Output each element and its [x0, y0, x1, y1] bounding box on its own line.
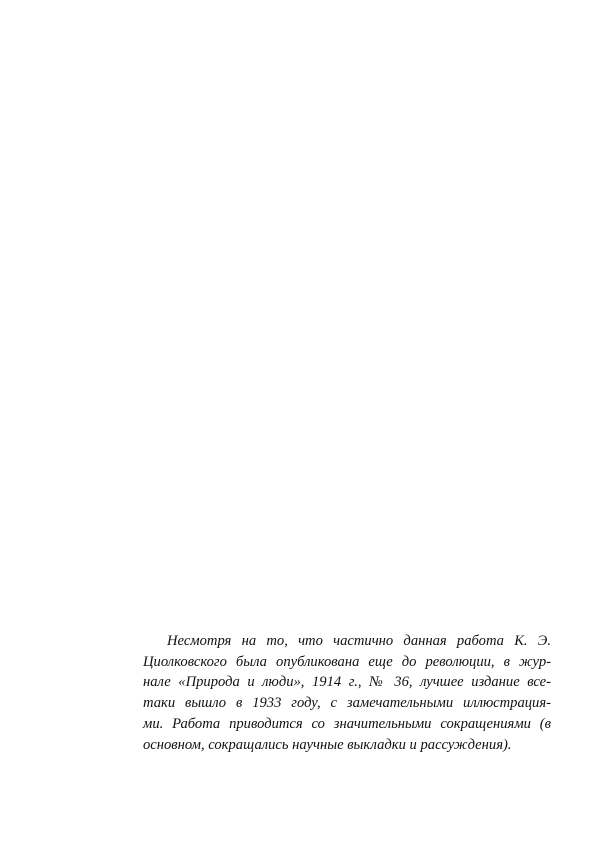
note-line-4: таки вышло в 1933 году, с замечательными иллюстрация- — [143, 695, 551, 712]
note-line-3: нале «Природа и люди», 1914 г., № 36, лучшее издание все- — [143, 674, 551, 691]
note-line-6: основном, сокращались научные выкладки и рассуждения). — [143, 736, 512, 753]
editorial-note — [143, 631, 551, 755]
note-line-5: ми. Работа приводится со значительными сокращениями (в — [143, 715, 551, 732]
note-line-2: Циолковского была опубликована еще до революции, в жур- — [143, 653, 551, 670]
note-line-1: Несмотря на то, что частично данная работа К. Э. — [167, 633, 551, 649]
